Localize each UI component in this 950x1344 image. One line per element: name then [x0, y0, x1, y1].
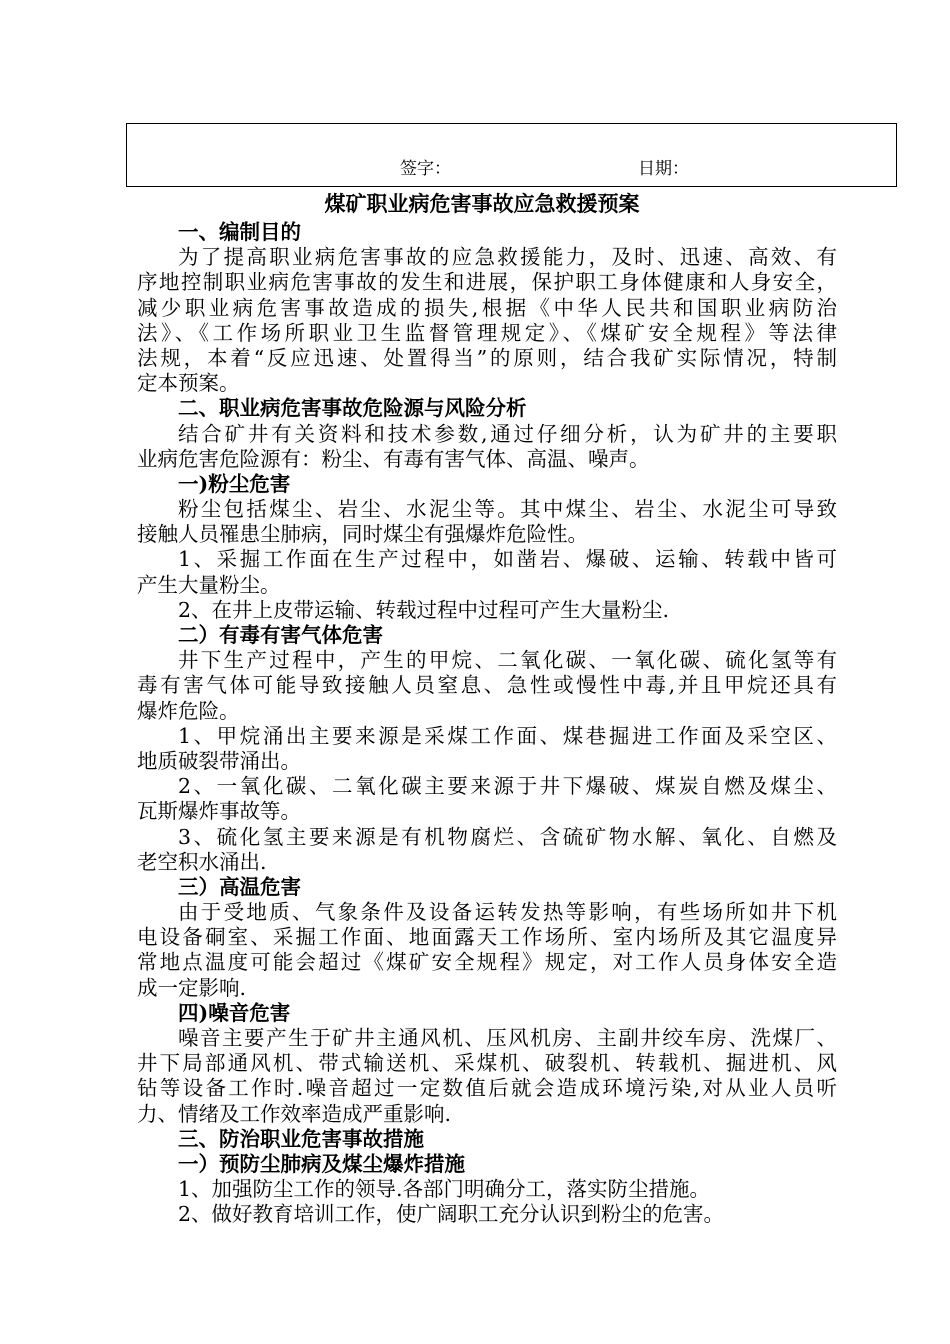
paragraph-lines: [137, 220, 837, 1228]
text-line: 电设备硐室、采掘工作面、地面露天工作场所、室内场所及其它温度异: [137, 925, 837, 950]
section-heading: 四)噪音危害: [178, 1000, 291, 1025]
text-line: 2、在井上皮带运输、转载过程中过程可产生大量粉尘.: [178, 597, 670, 622]
text-line: 瓦斯爆炸事故等。: [137, 799, 301, 824]
text-line: 2、一氧化碳、二氧化碳主要来源于井下爆破、煤炭自燃及煤尘、: [178, 774, 837, 799]
section-heading: 一）预防尘肺病及煤尘爆炸措施: [178, 1151, 465, 1176]
signature-box: [126, 123, 897, 187]
text-line: 序地控制职业病危害事故的发生和进展，保护职工身体健康和人身安全，: [137, 270, 837, 295]
text-line: 为了提高职业病危害事故的应急救援能力，及时、迅速、高效、有: [178, 245, 837, 270]
document-body: [137, 188, 837, 1228]
section-heading: 三）高温危害: [178, 874, 301, 899]
text-line: 常地点温度可能会超过《煤矿安全规程》规定，对工作人员身体安全造: [137, 950, 837, 975]
text-line: 1、加强防尘工作的领导.各部门明确分工，落实防尘措施。: [178, 1177, 711, 1202]
text-line: 噪音主要产生于矿井主通风机、压风机房、主副井绞车房、洗煤厂、: [178, 1026, 837, 1050]
date-label: 日期：: [638, 159, 689, 179]
section-heading: 一)粉尘危害: [178, 471, 291, 496]
text-line: 粉尘包括煤尘、岩尘、水泥尘等。其中煤尘、岩尘、水泥尘可导致: [178, 497, 837, 522]
signature-label: 签字：: [400, 159, 451, 179]
text-line: 力、情绪及工作效率造成严重影响.: [137, 1101, 452, 1126]
text-line: 地质破裂带涌出。: [137, 748, 301, 773]
text-line: 爆炸危险。: [137, 698, 240, 723]
text-line: 钻等设备工作时.噪音超过一定数值后就会造成环境污染,对从业人员听: [137, 1076, 837, 1101]
text-line: 结合矿井有关资料和技术参数,通过仔细分析，认为矿井的主要职: [178, 421, 837, 446]
text-line: 2、做好教育培训工作，使广阔职工充分认识到粉尘的危害。: [178, 1202, 725, 1227]
text-line: 老空积水涌出.: [137, 849, 267, 874]
section-heading: 三、防治职业危害事故措施: [178, 1126, 424, 1151]
text-line: 定本预案。: [137, 371, 240, 396]
text-line: 业病危害危险源有：粉尘、有毒有害气体、高温、噪声。: [137, 446, 650, 471]
text-line: 3、硫化氢主要来源是有机物腐烂、含硫矿物水解、氧化、自燃及: [178, 824, 837, 849]
text-line: 1、甲烷涌出主要来源是采煤工作面、煤巷掘进工作面及采空区、: [178, 723, 837, 748]
text-line: 接触人员罹患尘肺病，同时煤尘有强爆炸危险性。: [137, 522, 588, 547]
section-heading: 二、职业病危害事故危险源与风险分析: [178, 396, 527, 421]
text-line: 井下局部通风机、带式输送机、采煤机、破裂机、转载机、掘进机、风: [137, 1051, 837, 1076]
text-line: 由于受地质、气象条件及设备运转发热等影响，有些场所如井下机: [178, 900, 837, 925]
text-line: 毒有害气体可能导致接触人员窒息、急性或慢性中毒,并且甲烷还具有: [137, 673, 837, 698]
section-heading: 二）有毒有害气体危害: [178, 623, 383, 647]
text-line: 法》、《工作场所职业卫生监督管理规定》、《煤矿安全规程》等法律: [137, 320, 837, 345]
text-line: 成一定影响.: [137, 975, 247, 1000]
document-title: 煤矿职业病危害事故应急救援预案: [324, 191, 640, 216]
text-line: 井下生产过程中，产生的甲烷、二氧化碳、一氧化碳、硫化氢等有: [178, 648, 837, 673]
text-line: 1、采掘工作面在生产过程中，如凿岩、爆破、运输、转载中皆可: [178, 547, 837, 572]
text-line: 减少职业病危害事故造成的损失,根据《中华人民共和国职业病防治: [137, 295, 837, 320]
text-line: 产生大量粉尘。: [137, 572, 281, 597]
section-heading: 一、编制目的: [178, 220, 301, 244]
text-line: 法规，本着“反应迅速、处置得当”的原则，结合我矿实际情况，特制: [137, 345, 837, 370]
